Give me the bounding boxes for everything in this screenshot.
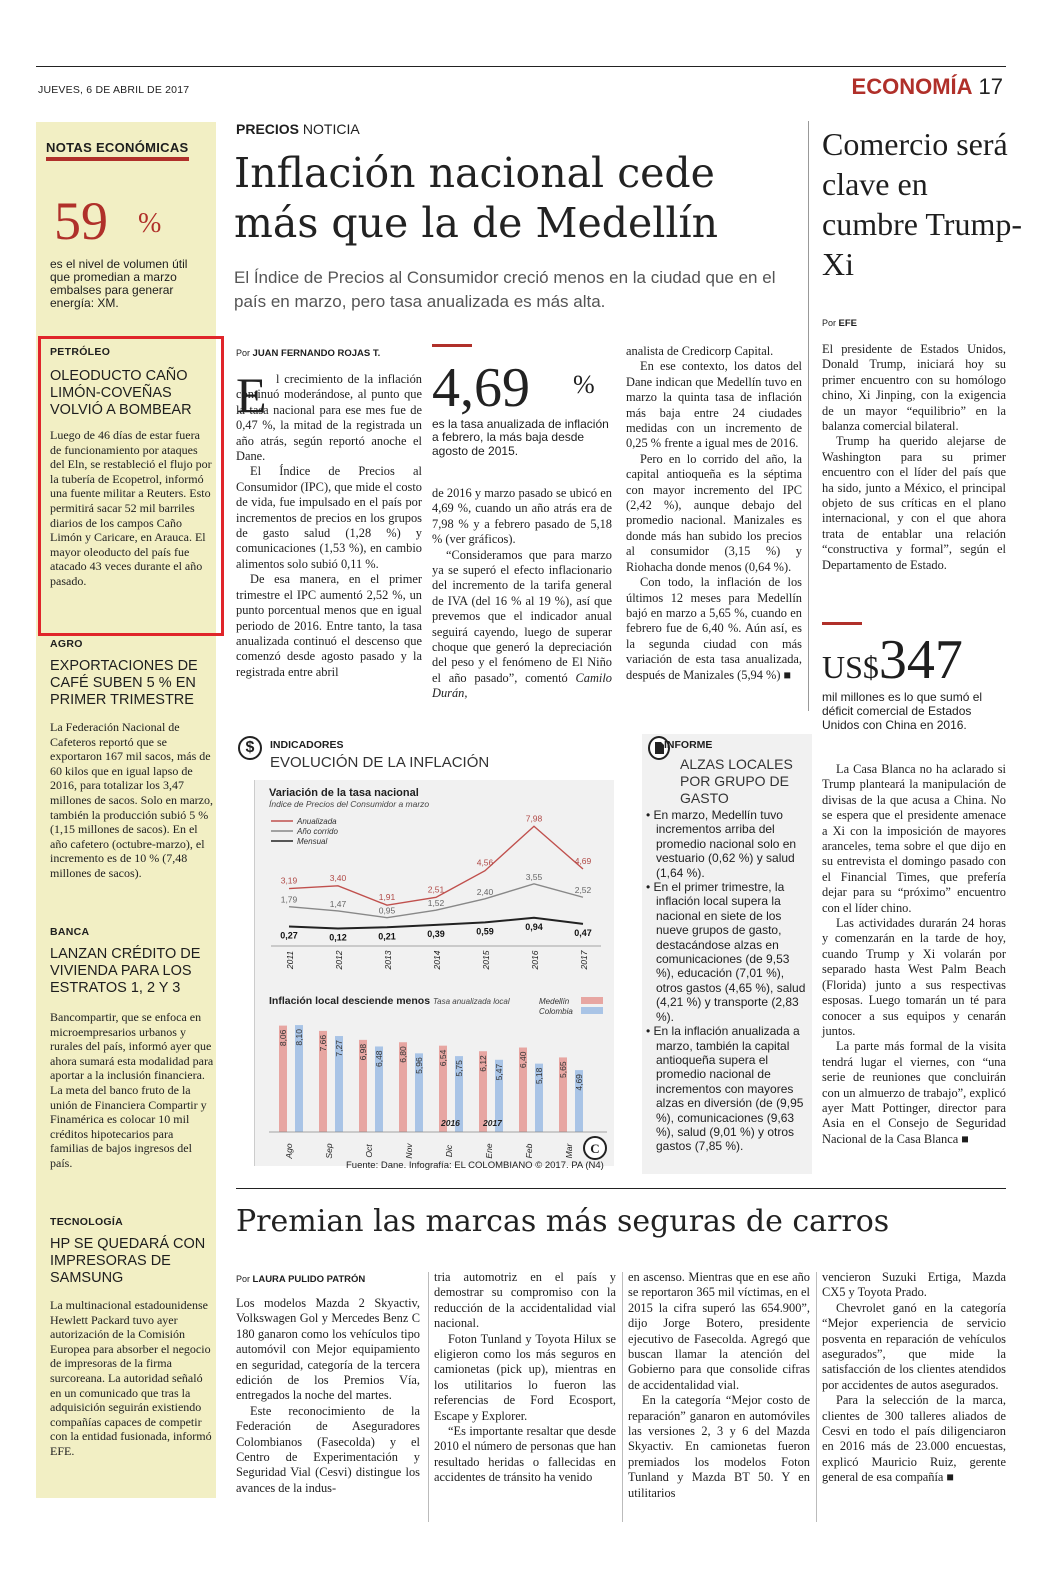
side-article-byline [822,318,857,329]
informe-title: ALZAS LOCALES POR GRUPO DE GASTO [680,756,793,806]
note-category: BANCA [50,926,90,938]
bar-value-label: 5,18 [534,1067,544,1085]
byline-prefix: Por [236,348,251,358]
bar-value-label: 6,12 [478,1055,488,1072]
stat-symbol: % [573,370,595,399]
x-tick-label: Feb [524,1143,534,1159]
sidebar-stat-text: es el nivel de volumen útil que promedian a marzo embalses para generar energía: XM. [50,257,188,310]
note-category: PETRÓLEO [50,346,111,358]
line-chart-title: Variación de la tasa nacional [269,787,419,799]
data-label: 2,51 [427,884,445,895]
paragraph: En la categoría “Mejor costo de reparación” ganaron en automóviles las versiones 2, 3 y 6 del Mazda Skyactiv. En camionetas fueron premiados los modelos Foton Tunland y Mazda BT 50. Y en utilitarios [628,1393,810,1500]
bar-value-label: 6,40 [518,1051,528,1069]
kicker-type: NOTICIA [302,121,360,137]
data-label: 0,39 [427,928,445,939]
paragraph: Las actividades durarán 24 horas y comenzarán en la tarde de hoy, cuando Trump y Xi volarán por separado hasta West Palm Beach (Florida) junto a sus respectivas esposas. Luego tomarán un té para conocer a sus equipos y cenarán juntos. [822,916,1006,1038]
article-byline [236,348,380,359]
section-header [852,74,1003,100]
list-item-text: En el primer trimestre, la inflación local supera la nacional en siete de los nueve grupos de gasto, destacándose alzas en comunicaciones (de 9,53 %), educación (7,01 %), otros gastos (4,65 %), salud (4,21 %) y transporte (2,83 %). [653,880,806,1024]
bar-value-label: 8,06 [278,1029,288,1047]
x-tick-label: Dic [444,1144,454,1158]
bar-value-label: 6,98 [358,1043,368,1061]
indicators-title: EVOLUCIÓN DE LA INFLACIÓN [270,754,490,771]
x-tick-label: Oct [364,1144,374,1158]
data-label: 2,40 [476,886,494,897]
paragraph: vencieron Suzuki Ertiga, Mazda CX5 y Toyota Prado. [822,1270,1006,1300]
bar-value-label: 8,10 [294,1029,304,1046]
x-tick-label: Nov [404,1143,414,1159]
note-headline: HP SE QUEDARÁ CON IMPRESORAS DE SAMSUNG [50,1236,206,1286]
bar-value-label: 5,75 [454,1060,464,1077]
paragraph: en ascenso. Mientras que en ese año se reportaron 365 mil víctimas, en el 2015 la cifra superó las 654.900”, dijo Jorge Botero, presidente ejecutivo de Fasecolda. Agregó que buscan llamar la atención del Gobierno para que consolide cifras de accidentalidad vial. [628,1270,810,1392]
data-label: 3,40 [329,872,347,883]
data-label: 0,59 [476,926,494,937]
bar-value-label: 6,80 [398,1046,408,1063]
paragraph: Este reconocimiento de la Federación de Aseguradores Colombianos (Fasecolda) y el Centro de Experimentación y Seguridad Vial (Cesvi) distingue los avances de la indus- [236,1403,420,1495]
data-label: 0,27 [280,930,298,941]
data-label: 0,21 [378,931,396,942]
informe-list [646,808,808,1154]
bar-value-label: 6,48 [374,1050,384,1068]
article-headline: Inflación nacional cede más que la de Medellín [234,149,718,247]
bottom-column-2 [434,1270,616,1486]
stat-caption: es la tasa anualizada de inflación a febrero, la más baja desde agosto de 2015. [432,417,609,458]
line-chart-subtitle: Índice de Precios del Consumidor a marzo [269,799,430,809]
paragraph: Chevrolet ganó en la categoría “Mejor experiencia de servicio posventa en reparación de vehículos asegurados”, que mide la satisfacción de los clientes atendidos por accidentes de autos asegurados. [822,1300,1006,1392]
highlight-annotation-box [38,336,224,636]
byline-author: JUAN FERNANDO ROJAS T. [252,348,381,359]
article-kicker [236,121,360,137]
stat-currency: US$ [822,649,879,685]
bar-value-label: 7,27 [334,1040,344,1057]
bar-value-label: 4,69 [574,1074,584,1091]
edition-date: JUEVES, 6 DE ABRIL DE 2017 [38,84,190,96]
list-item-text: En marzo, Medellín tuvo incrementos arriba del promedio nacional solo en vestuario (0,62 %) y salud (1,64 %). [653,808,797,880]
paragraph: l crecimiento de la inflación continuó moderándose, al punto que la tasa nacional para ese mes fue de 0,47 %, la mitad de la registrada un año atrás, según reportó anoche el Dane. [236,372,422,464]
list-item: • En el primer trimestre, la inflación local supera la nacional en siete de los nueve grupos de gasto, destacándose alzas en comunicaciones (de 9,53 %), educación (7,01 %), otros gastos (4,65 %), salud (4,21 %) y transporte (2,83 %). [646,880,806,1024]
paragraph: tria automotriz en el país y demostrar su compromiso con la reducción de la accidentalidad vial nacional. [434,1270,616,1331]
x-tick-label: Mar [564,1143,574,1159]
side-stat-caption: mil millones es lo que sumó el déficit comercial de Estados Unidos con China en 2016. [822,690,983,732]
paragraph: El presidente de Estados Unidos, Donald Trump, iniciará hoy su primer encuentro con su homólogo chino, Xi Jinping, con la exigencia de un mayor “equilibrio” en la balanza comercial bilateral. [822,342,1006,434]
side-article-text-bottom [822,762,1006,1147]
bar-value-label: 5,96 [414,1057,424,1074]
data-label: 4,69 [574,856,592,867]
article-column-3 [626,344,802,683]
article-subtitle: El Índice de Precios al Consumidor creció menos en la ciudad que en el país en marzo, pero tasa anualizada es más alta. [234,268,776,311]
stat-accent-rule [822,622,862,625]
column-divider [622,1272,623,1522]
data-label: 1,47 [329,898,347,909]
paragraph: Foton Tunland y Toyota Hilux se eligieron como los más seguros en camionetas (pick up), mientras en los utilitarios lo fueron las referencias de Ford Ecosport, Escape y Explorer. [434,1331,616,1423]
paragraph: Los modelos Mazda 2 Skyactiv, Volkswagen Gol y Mercedes Benz C 180 ganaron como los vehículos tipo automóvil con Mejor equipamiento en seguridad, categoría de la tercera edición de los Premios Vía, entregados la noche del martes. [236,1296,420,1403]
legend-label: Medellín [539,997,570,1006]
bar-value-label: 6,54 [438,1049,448,1067]
drop-cap: E [236,367,267,423]
column-divider [816,1272,817,1522]
stat-value: 4,69 [432,357,530,419]
side-stat [822,628,963,692]
kicker-topic: PRECIOS [236,121,300,137]
x-tick-label: 2012 [334,950,344,970]
year-label: 2017 [483,1118,502,1128]
x-tick-label: 2017 [579,950,589,970]
paragraph: Para la selección de la marca, clientes de 300 talleres aliados de Cesvi en todo el país diligenciaron en 2016 más de 23.000 encuestas, explicó Mauricio Ruiz, gerente general de esa compañía ■ [822,1393,1006,1485]
data-label: 0,47 [574,927,592,938]
x-tick-label: Ene [484,1143,494,1159]
sidebar-title: NOTAS ECONÓMICAS [46,140,189,161]
paragraph: Trump ha querido alejarse de Washington para su primer encuentro con el líder del país que ha sido, junto a México, el principal objeto de sus críticas en el plano internacional, y con el que ahora trata de entablar una relación “constructiva y formal”, según el Departamento de Estado. [822,434,1006,572]
paragraph: de 2016 y marzo pasado se ubicó en 4,69 %, cuando un año atrás era de 7,98 % y a febrero pasado de 5,18 % (ver gráficos). [432,486,612,547]
paragraph: La parte más formal de la visita tendrá lugar el viernes, con “una serie de reuniones que concluirán con un almuerzo de trabajo”, explicó ayer Matt Pottinger, director para Asia en el Consejo de Seguridad Nacional de la Casa Blanca ■ [822,1039,1006,1146]
bottom-column-4 [822,1270,1006,1486]
column-divider [428,1272,429,1522]
byline-author: EFE [838,318,858,329]
side-article-headline: Comercio será clave en cumbre Trump-Xi [822,126,1022,282]
article-column-1 [236,367,422,680]
chart-source: Fuente: Dane. Infografía: EL COLOMBIANO © 2017. PA (N4) [346,1160,604,1171]
paragraph: analista de Credicorp Capital. [626,344,774,358]
bottom-article-headline: Premian las marcas más seguras de carros [236,1204,890,1239]
x-tick-label: 2014 [432,950,442,970]
bar-value-label: 5,47 [494,1063,504,1081]
data-label: 4,56 [476,857,494,868]
data-label: 7,98 [525,813,543,824]
paragraph: Pero en lo corrido del año, la capital antioqueña es la séptima con mayor incremento del IPC (2,42 %), aunque debajo del promedio nacional. Manizales es donde más han subido los precios al consumidor (3,15 %) y Riohacha donde menos (0,64 %). [626,451,802,574]
data-label: 2,52 [574,885,592,896]
legend-label: Año corrido [297,827,338,836]
sidebar-stat-symbol: % [138,208,162,239]
side-article-text-top [822,342,1006,573]
data-label: 0,95 [378,905,396,916]
x-tick-label: Sep [324,1143,334,1159]
data-label: 0,12 [329,932,347,943]
data-label: 3,19 [280,875,298,886]
section-name: ECONOMÍA [851,74,973,99]
paragraph: En ese contexto, los datos del Dane indican que Medellín tuvo en marzo la quinta tasa de inflación más baja entre 24 ciudades medidas con un incremento de 0,25 % frente a igual mes de 2016. [626,359,802,451]
informe-label: INFORME [664,739,713,751]
quote-text: “Consideramos que para marzo ya se superó el efecto inflacionario del incremento de la tarifa general de IVA (del 16 % al 19 %), así que prevemos que el indicador anual seguirá cayendo, luego de superar choque que generó la depreciación del peso y el fenómeno de El Niño el año pasado”, comentó [432,547,612,685]
note-body: La Federación Nacional de Cafeteros reportó que se exportaron 167 mil sacos, más de 60 kilos que en igual lapso de 2016, para totalizar los 3,47 millones de sacos. Solo en marzo, también la producción subió 5 % (1,15 millones de sacos). En el año cafetero (octubre-marzo), el incremento es de 10 % (7,48 millones de sacos). [50,720,213,880]
quoted-name: Camilo Durán, [432,670,612,701]
sidebar-stat-value: 59 [54,191,108,251]
note-category: TECNOLOGÍA [50,1216,123,1228]
paragraph: “Es importante resaltar que desde 2010 el número de personas que han resultado heridas o fallecidas en accidentes de tránsito ha venido [434,1424,616,1485]
note-body: La multinacional estadounidense Hewlett Packard tuvo ayer autorización de la Comisión Europea para absorber el negocio de impresoras de la firma surcoreana. La autoridad señaló en un comunicado que tras la adquisición seguirán existiendo compañías capaces de competir con la entidad fusionada, informó EFE. [50,1298,212,1458]
data-label: 1,52 [427,898,445,909]
year-label: 2016 [441,1118,460,1128]
x-tick-label: 2015 [481,950,491,970]
column-divider [808,121,809,711]
bar-chart-subtitle: Tasa anualizada local [433,997,510,1006]
section-rule [236,1188,1006,1189]
note-headline: OLEODUCTO CAÑO LIMÓN-COVEÑAS VOLVIÓ A BOMBEAR [50,368,192,418]
bottom-article-byline [236,1274,365,1285]
header-rule [36,66,1006,67]
list-item-text: En la inflación anualizada a marzo, también la capital antioqueña supera el promedio nacional de incrementos con mayores alzas en diversión (de (9,95 %), comunicaciones (9,63 %), salud (9,01 %) y otros gastos (7,85 %). [653,1024,804,1154]
bar-value-label: 5,65 [558,1061,568,1078]
stat-value: 347 [878,629,963,691]
x-tick-label: 2013 [383,950,393,970]
legend-label: Colombia [539,1007,573,1016]
paragraph: De esa manera, en el primer trimestre el IPC aumentó 2,52 %, un punto porcentual menos que en igual periodo de 2016. Entre tanto, la tasa anualizada continuó el descenso que comenzó desde agosto pasado y la registrada entre abril [236,572,422,679]
byline-author: LAURA PULIDO PATRÓN [252,1274,366,1285]
list-item: • En la inflación anualizada a marzo, también la capital antioqueña supera el promedio nacional de incrementos con mayores alzas en diversión (de (9,95 %), comunicaciones (9,63 %), salud (9,01 %) y otros gastos (7,85 %). [646,1024,804,1154]
list-item: • En marzo, Medellín tuvo incrementos arriba del promedio nacional solo en vestuario (0,62 %) y salud (1,64 %). [646,808,797,880]
legend-label: Mensual [297,837,328,846]
byline-prefix: Por [236,1274,251,1284]
data-label: 0,94 [525,921,543,932]
page-number: 17 [978,74,1003,99]
bottom-column-3 [628,1270,810,1501]
inflation-charts [255,780,615,1166]
data-label: 1,79 [280,894,298,905]
note-body: Luego de 46 días de estar fuera de funcionamiento por ataques del Eln, se restableció el flujo por la tubería de Ecopetrol, informó una fuente militar a Reuters. Esto permitirá sacar 52 mil barriles diarios de los campos Caño Limón y Caricare, en Arauca. El mayor oleoducto del país fue atacado 43 veces durante el año pasado. [50,428,212,588]
paragraph: El Índice de Precios al Consumidor (IPC), que mide el costo de vida, fue impulsado en el país por incrementos de precios en los grupos de gasto salud (1,28 %) y comunicaciones (1,53 %), en cambio alimentos solo subió 0,11 %. [236,464,422,571]
paragraph: La Casa Blanca no ha aclarado si Trump planteará la manipulación de divisas de la que acusa a China. No se espera que el presidente amenace a Xi con la imposición de mayores aranceles, tema sobre el que dijo en su entrevista el domingo pasado con el Financial Times, que prefería dejar para su “próximo” encuentro con el líder chino. [822,762,1006,915]
paragraph: Con todo, la inflación de los últimos 12 meses para Medellín bajó en marzo a 5,65 %, cuando en febrero fue de 6,40 %. Aún así, es la segunda ciudad con más variación de esta tasa anualizada, después de Manizales (5,94 %) ■ [626,575,802,682]
dollar-icon: $ [238,736,262,760]
x-tick-label: Ago [284,1143,294,1159]
note-category: AGRO [50,638,83,650]
paragraph [432,548,612,702]
publisher-logo-letter: C [590,1141,600,1156]
bar-chart-title: Inflación local desciende menos [269,995,431,1007]
note-headline: LANZAN CRÉDITO DE VIVIENDA PARA LOS ESTRATOS 1, 2 Y 3 [50,946,201,996]
data-label: 3,55 [525,871,543,882]
note-headline: EXPORTACIONES DE CAFÉ SUBEN 5 % EN PRIMER TRIMESTRE [50,658,198,708]
legend-label: Anualizada [297,817,337,826]
x-tick-label: 2011 [285,950,295,970]
indicators-label: INDICADORES [270,739,344,751]
bar-value-label: 7,66 [318,1034,328,1052]
article-column-2 [432,486,612,702]
stat-accent-rule [432,344,472,347]
legend-swatch [581,997,603,1004]
legend-swatch [581,1007,603,1014]
byline-prefix: Por [822,318,837,328]
x-tick-label: 2016 [530,950,540,970]
bottom-column-1 [236,1296,420,1496]
chart-panel [254,780,614,1166]
note-body: Bancompartir, que se enfoca en microempresarios urbanos y rurales del país, informó ayer que ahora sumará esta modalidad para aportar a la inclusión financiera. La meta del banco fruto de la unión de Financiera Compartir y Finamérica es colocar 10 mil créditos hipotecarios para familias de bajos ingresos del país. [50,1010,214,1170]
data-label: 1,91 [378,892,396,903]
